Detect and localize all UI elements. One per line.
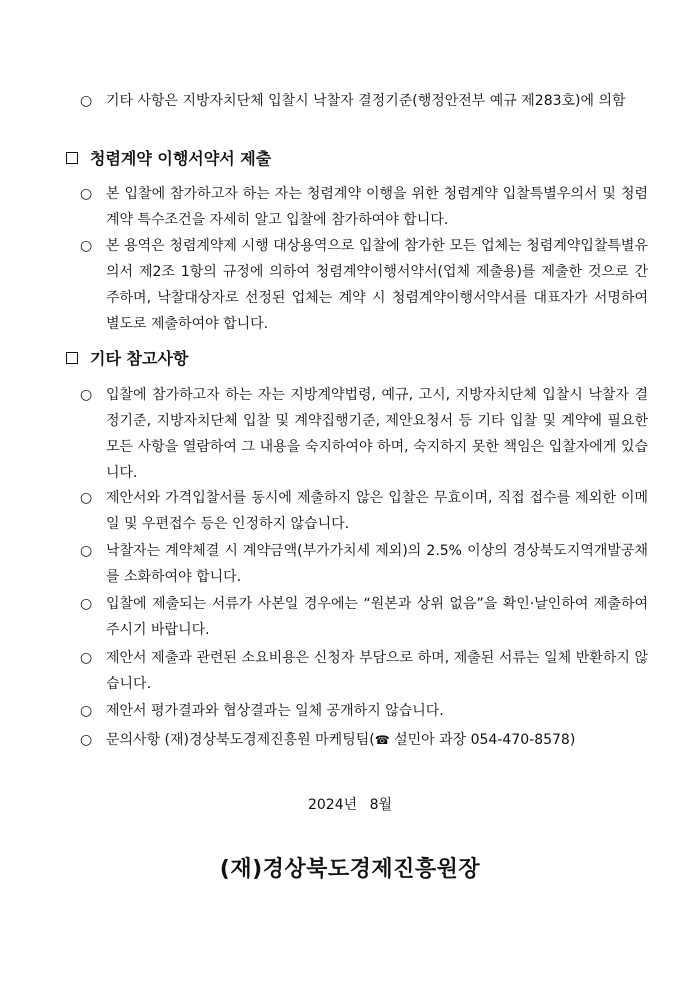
section-other-notes: [0, 346, 700, 372]
section-1-items: [0, 181, 700, 233]
bullet-marker: ○: [80, 93, 93, 109]
bullet-marker: ○: [80, 387, 93, 403]
intro-block: [0, 88, 700, 114]
section-2-item-5: [0, 645, 700, 697]
list-item: [0, 727, 700, 753]
list-item: [0, 382, 700, 486]
list-item: [0, 233, 700, 337]
list-item: [0, 181, 700, 233]
phone-icon: ☎: [374, 733, 390, 747]
bullet-marker: ○: [80, 238, 93, 254]
bullet-marker: ○: [80, 490, 93, 506]
bullet-marker: ○: [80, 703, 93, 719]
bullet-marker: ○: [80, 650, 93, 666]
bullet-marker: ○: [80, 732, 93, 748]
section-2-item-2: [0, 485, 700, 537]
section-2-item-1: [0, 382, 700, 486]
section-integrity-pledge: [0, 146, 700, 172]
section-2-item-3: [0, 538, 700, 590]
contact-suffix: 설민아 과장 054-470-8578): [389, 732, 576, 748]
organization-name: (재)경상북도경제진흥원장: [219, 857, 481, 882]
section-heading-text: 기타 참고사항: [90, 349, 189, 368]
list-item-text: 본 입찰에 참가하고자 하는 자는 청렴계약 이행을 위한 청렴계약 입찰특별우의서 및 청렴계약 특수조건을 자세히 알고 입찰에 참가하여야 합니다.: [106, 186, 648, 228]
list-item-text: 입찰에 참가하고자 하는 자는 지방계약법령, 예규, 고시, 지방자치단체 입찰시 낙찰자 결정기준, 지방자치단체 입찰 및 계약집행기준, 제안요청서 등 기타 입찰 및 계약에 필요한 모든 사항을 열람하여 그 내용을 숙지하여야 하며, 숙지하지 못한 책임은 입찰자에게 있습니다.: [106, 387, 648, 481]
list-item: [0, 698, 700, 724]
list-item-text: 제안서 평가결과와 협상결과는 일체 공개하지 않습니다.: [106, 703, 444, 719]
list-item-text: 낙찰자는 계약체결 시 계약금액(부가가치세 제외)의 2.5% 이상의 경상북도지역개발공채를 소화하여야 합니다.: [106, 543, 648, 585]
section-heading-text: 청렴계약 이행서약서 제출: [90, 149, 272, 168]
contact-line: [0, 727, 700, 753]
checkbox-square-icon: [66, 352, 78, 364]
bullet-marker: ○: [80, 186, 93, 202]
checkbox-square-icon: [66, 152, 78, 164]
bullet-marker: ○: [80, 543, 93, 559]
list-item: [0, 591, 700, 643]
contact-prefix: 문의사항 (재)경상북도경제진흥원 마케팅팀(: [106, 732, 375, 748]
list-item: [0, 88, 700, 114]
list-item: [0, 538, 700, 590]
bullet-marker: ○: [80, 596, 93, 612]
list-item-text: 본 용역은 청렴계약제 시행 대상용역으로 입찰에 참가한 모든 업체는 청렴계약입찰특별유의서 제2조 1항의 규정에 의하여 청렴계약이행서약서(업체 제출용)를 제출한 것으로 간주하며, 낙찰대상자로 선정된 업체는 계약 시 청렴계약이행서약서를 대표자가 서명하여 별도로 제출하여야 합니다.: [106, 238, 648, 332]
list-item: [0, 645, 700, 697]
list-item: [0, 485, 700, 537]
document-date: 2024년 8월: [307, 797, 393, 813]
section-2-item-4: [0, 591, 700, 643]
list-item-text: 제안서 제출과 관련된 소요비용은 신청자 부담으로 하며, 제출된 서류는 일체 반환하지 않습니다.: [106, 650, 648, 692]
section-1-items-2: [0, 233, 700, 337]
section-heading: [0, 146, 700, 172]
section-2-item-6: [0, 698, 700, 724]
section-heading: [0, 346, 700, 372]
list-item-text: 입찰에 제출되는 서류가 사본일 경우에는 “원본과 상위 없음”을 확인·날인하여 제출하여 주시기 바랍니다.: [106, 596, 648, 638]
list-item-text: 기타 사항은 지방자치단체 입찰시 낙찰자 결정기준(행정안전부 예규 제283호)에 의함: [106, 93, 626, 109]
list-item-text: 제안서와 가격입찰서를 동시에 제출하지 않은 입찰은 무효이며, 직접 접수를 제외한 이메일 및 우편접수 등은 인정하지 않습니다.: [106, 490, 648, 532]
